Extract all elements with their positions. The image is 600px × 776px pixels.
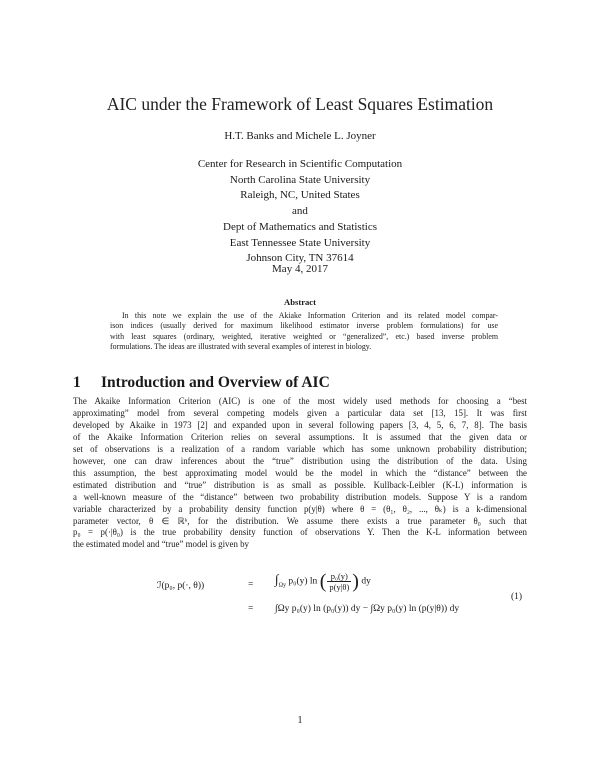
equation-line-2: ∫Ωy p₀(y) ln (p₀(y)) dy − ∫Ωy p₀(y) ln (p(y|θ)) dy: [275, 604, 460, 614]
date: May 4, 2017: [272, 263, 328, 275]
section-title: Introduction and Overview of AIC: [101, 374, 330, 391]
section-number: 1: [73, 374, 81, 391]
body-line: this assumption, the best approximating model would be the model in which the “distance” between the: [73, 467, 527, 478]
abstract-heading: Abstract: [284, 297, 316, 307]
body-line: variable characterized by a probability density function p(y|θ) where θ = (θ₁, θ₂, ..., θₖ) is a k-dimensional: [73, 503, 527, 514]
affiliation-line: Johnson City, TN 37614: [246, 252, 354, 265]
abstract-line: ison indices (usually derived for maximum likelihood estimator inverse problem formulations) for use: [110, 321, 498, 331]
body-line: p₀ = p(·|θ₀) is the true probability density function of observations Y. Then the K-L information between: [73, 527, 527, 538]
body-line: estimated distribution and “true” distribution is as small as possible. Kullback-Leibler (K-L) information is: [73, 479, 527, 490]
integral-sign: ∫: [275, 571, 279, 587]
page-number: 1: [297, 715, 303, 726]
affiliation-line: East Tennessee State University: [229, 236, 371, 249]
fraction-denominator: p(y|θ): [329, 582, 350, 592]
body-line: however, one can draw inferences about the “true” distribution using the distribution of the data. Using: [73, 455, 527, 466]
equation-lhs: ℐ(p₀, p(·, θ)): [157, 581, 205, 591]
affiliation-line: Center for Research in Scientific Computation: [197, 158, 403, 170]
section-heading: [73, 374, 330, 392]
abstract-body: [110, 311, 498, 353]
body-line: the estimated model and “true” model is given by: [73, 539, 249, 550]
body-line: of the Akaike Information Criterion relies on several assumptions. It is assumed that the given data or: [73, 431, 527, 442]
abstract-line: In this note we explain the use of the Akiake Information Criterion and its related model compar-: [122, 311, 498, 320]
right-paren-icon: ): [352, 570, 359, 593]
affiliations: [0, 157, 600, 267]
body-line: approximating” model from several competing models given a particular data set [13, 15]. It was first: [73, 407, 527, 418]
abstract-line: with least squares (ordinary, weighted, iterative weighted or “generalized”, etc.) based inverse problem: [110, 331, 498, 341]
affiliation-line: Raleigh, NC, United States: [240, 189, 360, 202]
body-line: developed by Akaike in 1973 [2] and expanded upon in several following papers [3, 4, 5, 6, 7, 8]. The basis: [73, 419, 527, 430]
body-line: a well-known measure of the “distance” between two probability distribution models. Suppose Y is a random: [73, 491, 527, 502]
body-line: parameter vector, θ ∈ ℝᵏ, for the distribution. We assume there exists a true parameter θ₀ such that: [73, 515, 527, 526]
body-line: The Akaike Information Criterion (AIC) is one of the most widely used methods for choosing a “best: [73, 396, 527, 406]
equation-equals: =: [248, 580, 254, 590]
abstract-line: formulations. The ideas are illustrated with several examples of interest in biology.: [110, 342, 372, 352]
left-paren-icon: (: [319, 570, 327, 593]
affiliation-line: and: [292, 205, 308, 218]
paper-title: AIC under the Framework of Least Squares Estimation: [106, 94, 494, 114]
equation-line-1: [275, 571, 371, 592]
equation-equals-2: =: [248, 604, 254, 614]
body-line: set of observations is a realization of a random variable which has some unknown probability distribution;: [73, 443, 527, 454]
equation-term: p₀(y) ln: [288, 576, 318, 587]
equation-number: (1): [511, 592, 523, 602]
equation-fraction: [327, 571, 351, 592]
authors: H.T. Banks and Michele L. Joyner: [224, 130, 376, 142]
integral-domain: Ωy: [278, 582, 287, 589]
fraction-numerator: p₀(y): [327, 571, 351, 582]
affiliation-line: North Carolina State University: [229, 173, 371, 186]
body-text: [73, 396, 527, 551]
equation-differential: dy: [361, 576, 371, 587]
affiliation-line: Dept of Mathematics and Statistics: [223, 220, 377, 233]
